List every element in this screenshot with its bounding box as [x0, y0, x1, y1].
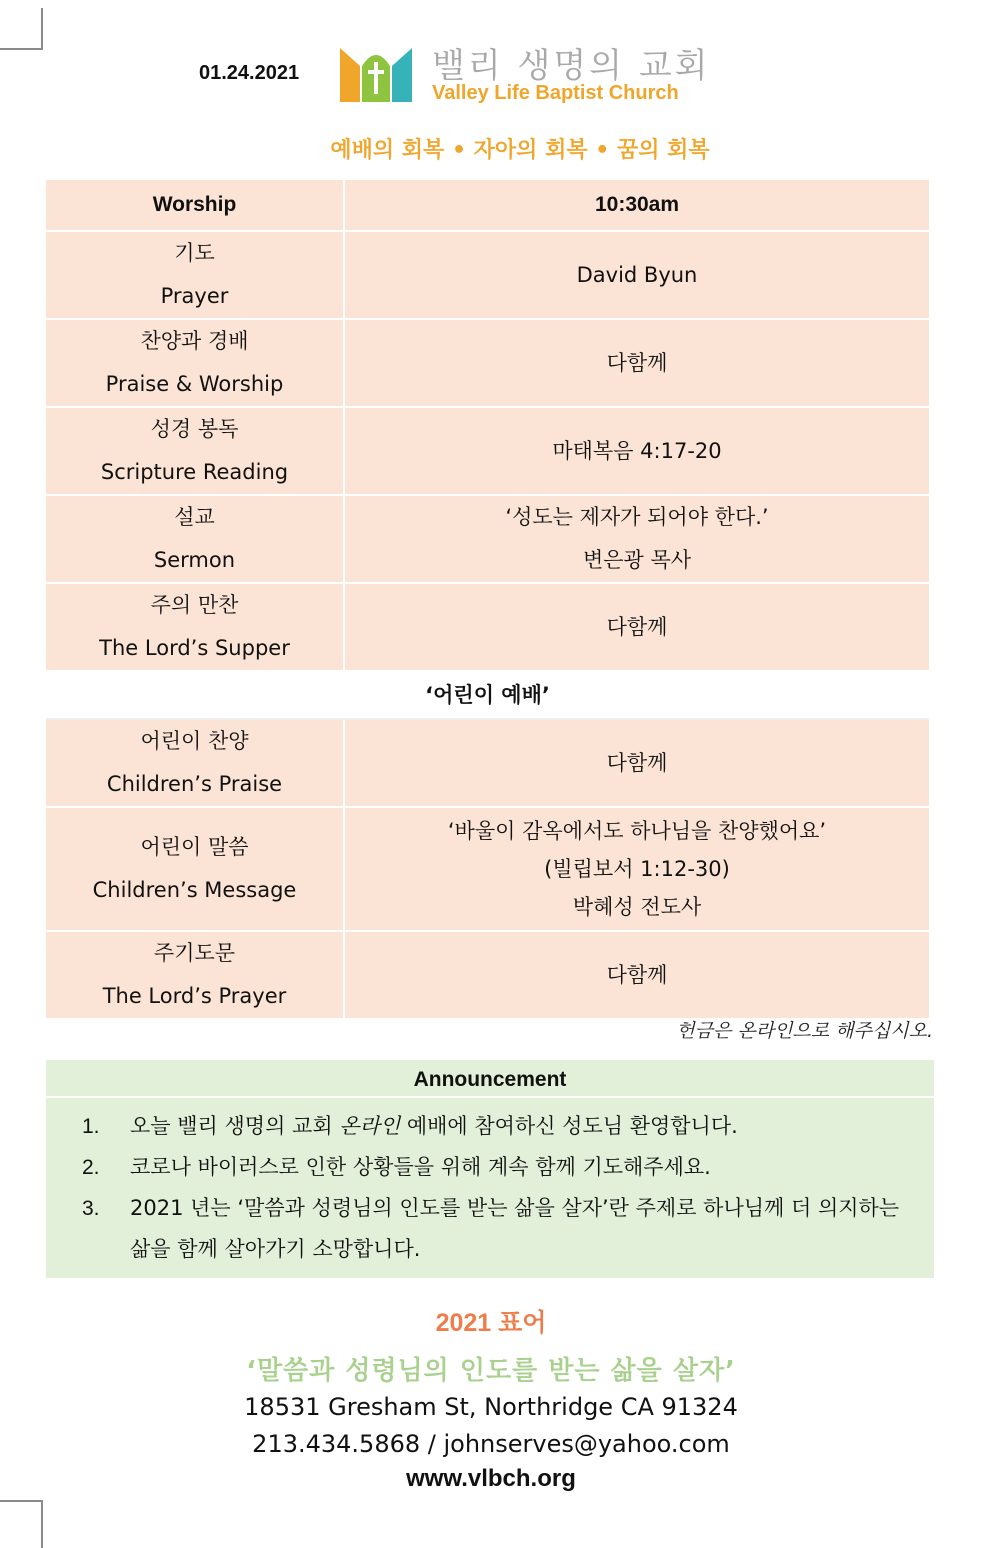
item-name: 어린이 찬양 Children’s Praise — [46, 719, 344, 807]
church-name-korean: 밸리 생명의 교회 — [432, 46, 711, 86]
item-leader: 다함께 — [344, 719, 929, 807]
table-row — [46, 931, 929, 1019]
table-row — [46, 719, 929, 807]
table-row — [46, 583, 929, 671]
item-leader: 다함께 — [344, 583, 929, 671]
church-name-english: Valley Life Baptist Church — [432, 82, 679, 104]
worship-header: Worship — [46, 180, 344, 231]
table-header-row — [46, 180, 929, 231]
list-item: 1. 오늘 밸리 생명의 교회 온라인 예배에 참여하신 성도님 환영합니다. — [46, 1106, 934, 1147]
table-row — [46, 495, 929, 583]
announcement-box — [46, 1060, 934, 1278]
table-row — [46, 407, 929, 495]
announcement-title: Announcement — [46, 1060, 934, 1098]
crop-mark — [0, 1500, 43, 1502]
church-motto: 예배의 회복 • 자아의 회복 • 꿈의 회복 — [330, 138, 710, 163]
item-leader: ‘성도는 제자가 되어야 한다.’ 변은광 목사 — [344, 495, 929, 583]
offering-note: 헌금은 온라인으로 해주십시오. — [676, 1020, 933, 1042]
worship-time: 10:30am — [344, 180, 929, 231]
table-row — [46, 319, 929, 407]
item-leader: 다함께 — [344, 319, 929, 407]
item-name: 설교 Sermon — [46, 495, 344, 583]
list-number: 2. — [82, 1156, 100, 1179]
order-of-worship-table — [46, 180, 929, 1020]
church-cross-logo-icon — [338, 40, 414, 104]
children-worship-heading-row — [46, 671, 929, 719]
table-row — [46, 807, 929, 931]
crop-mark — [41, 1500, 43, 1548]
emphasis-online: 온라인 — [339, 1114, 401, 1138]
crop-mark — [41, 8, 43, 50]
crop-mark — [0, 48, 43, 50]
item-name: 기도 Prayer — [46, 231, 344, 319]
church-contact: 213.434.5868 / johnserves@yahoo.com — [252, 1430, 730, 1458]
item-name: 주의 만찬 The Lord’s Supper — [46, 583, 344, 671]
announcement-list — [46, 1098, 934, 1270]
list-number: 1. — [82, 1115, 100, 1138]
church-website[interactable]: www.vlbch.org — [406, 1465, 576, 1492]
list-item: 2. 코로나 바이러스로 인한 상황들을 위해 계속 함께 기도해주세요. — [46, 1147, 934, 1188]
table-row — [46, 231, 929, 319]
item-leader: 다함께 — [344, 931, 929, 1019]
church-address: 18531 Gresham St, Northridge CA 91324 — [244, 1393, 738, 1421]
item-leader: ‘바울이 감옥에서도 하나님을 찬양했어요’ (빌립보서 1:12-30) 박혜성 전도사 — [344, 807, 929, 931]
item-name: 성경 봉독 Scripture Reading — [46, 407, 344, 495]
item-leader: 마태복음 4:17-20 — [344, 407, 929, 495]
theme-text: ‘말씀과 성령님의 인도를 받는 삶을 살자’ — [246, 1356, 736, 1386]
theme-year: 2021 표어 — [435, 1309, 547, 1337]
children-worship-title: ‘어린이 예배’ — [46, 671, 929, 719]
item-name: 찬양과 경배 Praise & Worship — [46, 319, 344, 407]
list-number: 3. — [82, 1197, 100, 1220]
list-item: 3. 2021 년는 ‘말씀과 성령님의 인도를 받는 삶을 살자’란 주제로 하나님께 더 의지하는 삶을 함께 살아가기 소망합니다. — [46, 1188, 934, 1270]
item-name: 주기도문 The Lord’s Prayer — [46, 931, 344, 1019]
bulletin-date: 01.24.2021 — [199, 62, 300, 84]
item-leader: David Byun — [344, 231, 929, 319]
item-name: 어린이 말씀 Children’s Message — [46, 807, 344, 931]
